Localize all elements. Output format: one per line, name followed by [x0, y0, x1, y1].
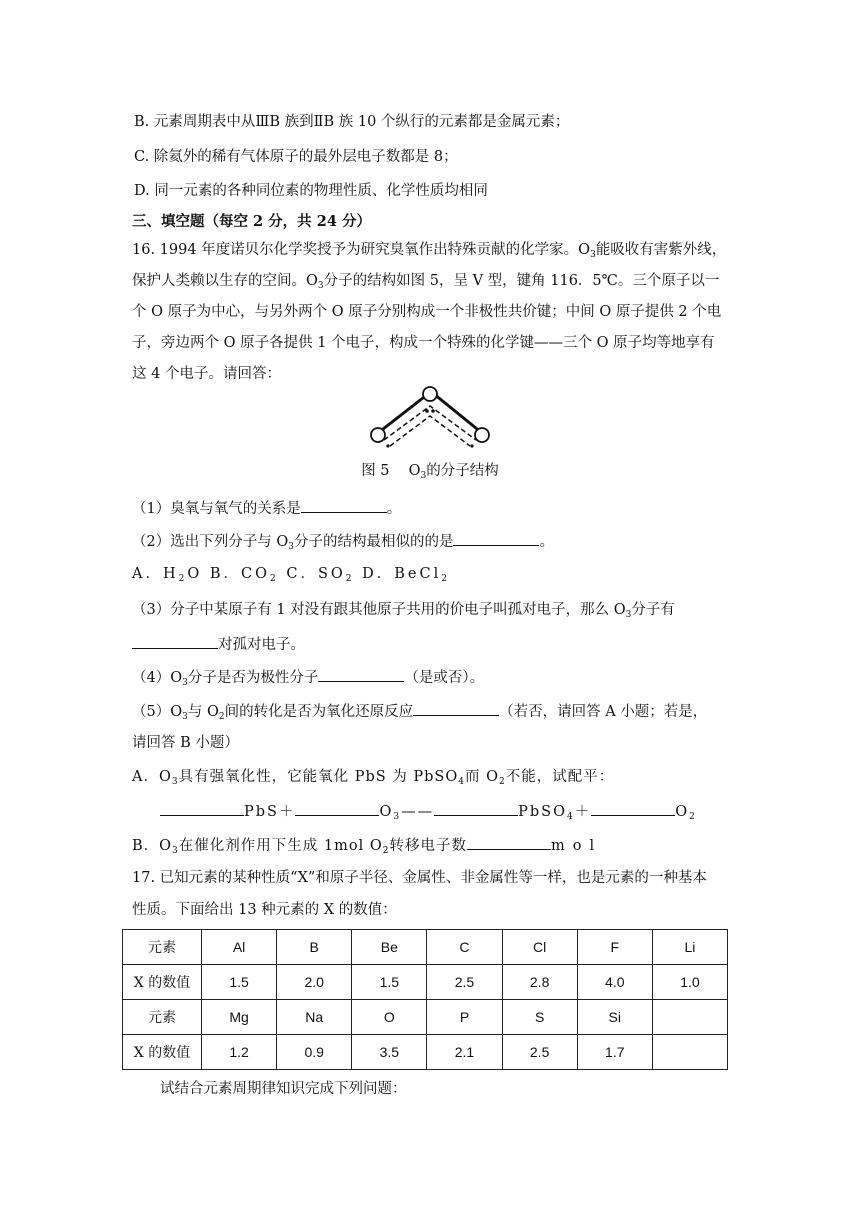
q16-intro-line-5: 这 4 个电子。请回答：	[132, 366, 281, 382]
table-row	[123, 1035, 728, 1070]
option-c: C. 除氦外的稀有气体原子的最外层电子数都是 8；	[134, 149, 458, 165]
coefficient-blank[interactable]	[160, 801, 244, 816]
table-cell: 1.5	[202, 965, 277, 1000]
table-cell: S	[502, 1000, 577, 1035]
q16-part-4: $(4)O_3$分子是否为极性分子 （是或否）。	[132, 667, 484, 693]
table-cell: 元素	[123, 930, 202, 965]
coefficient-blank[interactable]	[295, 801, 379, 816]
q16-part-5-cont: 请回答 B 小题）	[132, 735, 239, 751]
table-cell: 3.5	[352, 1035, 427, 1070]
table-row	[123, 930, 728, 965]
table-cell: Li	[652, 930, 727, 965]
table-cell: 2.8	[502, 965, 577, 1000]
table-cell	[652, 1000, 727, 1035]
table-cell: Be	[352, 930, 427, 965]
q16-part-1: （1）臭氧与氧气的关系是 。	[132, 498, 401, 519]
q17-intro-line-2: 性质。下面给出 13 种元素的 X 的数值：	[132, 902, 397, 918]
q16-intro-line-2: 保护人类赖以生存的空间。$O_3$分子的结构如图 5，呈 V 型，键角 116．5℃。三个原子以一	[132, 273, 720, 291]
answer-blank[interactable]	[413, 701, 499, 716]
section-title: 三、填空题（每空 2 分，共 24 分）	[132, 213, 371, 230]
table-cell: 2.5	[502, 1035, 577, 1070]
table-cell: Al	[202, 930, 277, 965]
table-cell: 2.0	[277, 965, 352, 1000]
figure-caption: 图 5 $O_3$的分子结构	[361, 463, 499, 481]
table-cell: 1.5	[352, 965, 427, 1000]
table-cell: X 的数值	[123, 1035, 202, 1070]
table-cell: P	[427, 1000, 502, 1035]
option-b: B. 元素周期表中从ⅢB 族到ⅡB 族 10 个纵行的元素都是金属元素；	[134, 114, 570, 130]
answer-blank[interactable]	[301, 498, 387, 513]
table-cell: 0.9	[277, 1035, 352, 1070]
q16-part-3: （3）分子中某原子有 1 对没有跟其他原子共用的价电子叫孤对电子，那么 $O_3$分子有	[132, 602, 675, 620]
table-cell: C	[427, 930, 502, 965]
oxygen-atom-center	[423, 387, 437, 401]
table-cell: 4.0	[577, 965, 652, 1000]
ozone-molecule-figure	[366, 384, 496, 448]
oxygen-atom-left	[371, 428, 385, 442]
table-cell: Cl	[502, 930, 577, 965]
q16-part-3-cont: 对孤对电子。	[132, 634, 305, 655]
q16-intro-line-4: 子，旁边两个 O 原子各提供 1 个电子，构成一个特殊的化学键——三个 O 原子均等地享有	[132, 335, 715, 351]
answer-blank[interactable]	[132, 634, 218, 649]
oxygen-atom-right	[475, 428, 489, 442]
q16-part-5: $(5)O_3$与 $O_2$间的转化是否为氧化还原反应 （若否，请回答 A 小题；若是，	[132, 701, 707, 727]
q16-intro-line-3: 个 O 原子为中心，与另外两个 O 原子分别构成一个非极性共价键；中间 O 原子提供 2 个电	[132, 304, 722, 320]
q17-outro: 试结合元素周期律知识完成下列问题：	[160, 1081, 407, 1097]
q16-part-2-options: A．$H_2O$ B．$CO_2$ C．$SO_2$ D．BeCl$_2$	[132, 566, 450, 584]
table-cell: B	[277, 930, 352, 965]
answer-blank[interactable]	[453, 531, 539, 546]
q17-intro-line-1: 17. 已知元素的某种性质“X”和原子半径、金属性、非金属性等一样，也是元素的一种基本	[132, 870, 707, 886]
coefficient-blank[interactable]	[591, 801, 675, 816]
table-cell: 1.0	[652, 965, 727, 1000]
table-cell: O	[352, 1000, 427, 1035]
table-row	[123, 965, 728, 1000]
answer-blank[interactable]	[318, 667, 404, 682]
q16-sub-a: A．$O_3$具有强氧化性，它能氧化 PbS 为 PbSO$_4$而 $O_2$不能，试配平：	[132, 769, 615, 787]
table-cell: 2.5	[427, 965, 502, 1000]
table-cell	[652, 1035, 727, 1070]
table-cell: 1.2	[202, 1035, 277, 1070]
table-cell: Si	[577, 1000, 652, 1035]
table-cell: 1.7	[577, 1035, 652, 1070]
table-cell: 2.1	[427, 1035, 502, 1070]
table-cell: 元素	[123, 1000, 202, 1035]
q16-sub-b: B．$O_3$在催化剂作用下生成 1mol $O_2$转移电子数 mol	[132, 835, 602, 861]
table-cell: Na	[277, 1000, 352, 1035]
element-x-value-table	[122, 929, 728, 1070]
answer-blank[interactable]	[467, 835, 551, 850]
table-cell: F	[577, 930, 652, 965]
table-row	[123, 1000, 728, 1035]
table-cell: Mg	[202, 1000, 277, 1035]
option-d: D. 同一元素的各种同位素的物理性质、化学性质均相同	[134, 183, 488, 199]
q16-intro-line-1: 16. 1994 年度诺贝尔化学奖授予为研究臭氧作出特殊贡献的化学家。$O_3$能吸收有害紫外线，	[132, 242, 727, 260]
table-cell: X 的数值	[123, 965, 202, 1000]
coefficient-blank[interactable]	[434, 801, 518, 816]
q16-part-2: （2）选出下列分子与 $O_3$分子的结构最相似的的是 。	[132, 531, 554, 557]
q16-equation: $PbS+ O_3——$ PbSO$_4$＋ $O_2$	[160, 801, 697, 827]
